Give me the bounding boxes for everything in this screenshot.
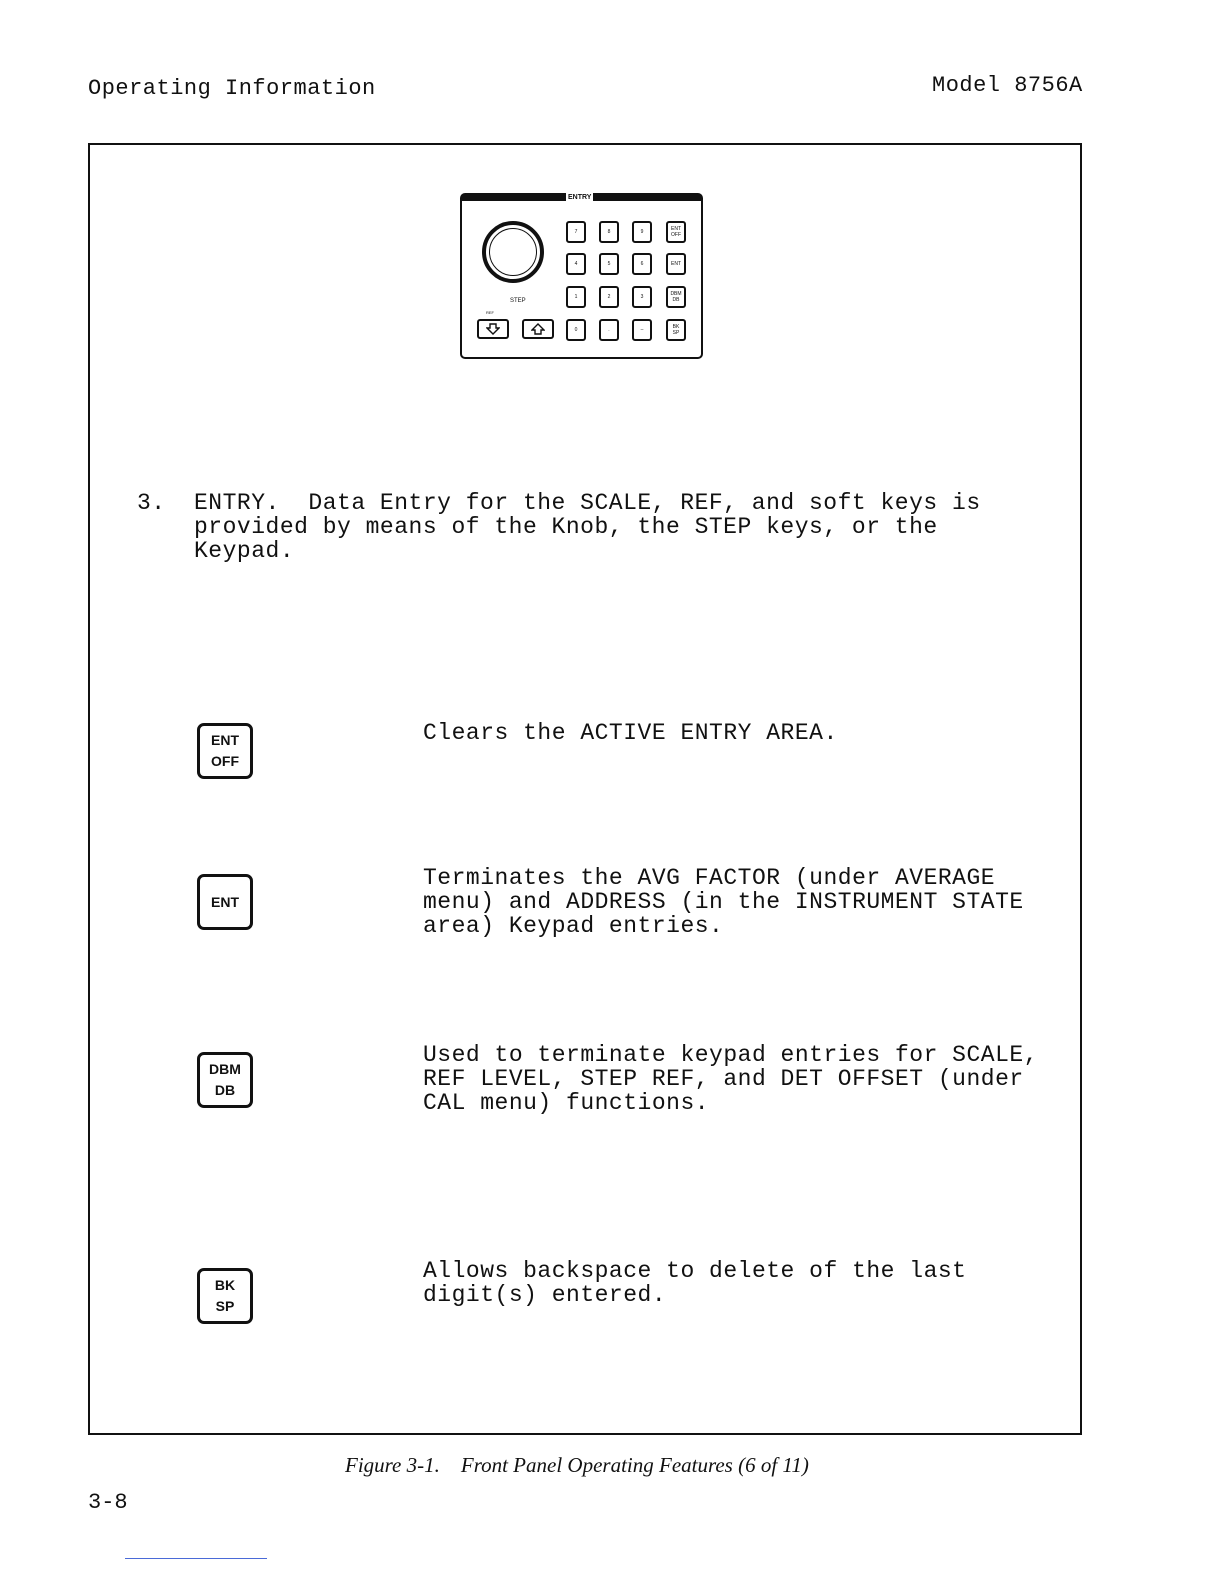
keypad-key [666,319,686,341]
keypad-key [666,253,686,275]
intro-line-2: provided by means of the Knob, the STEP keys, or the [194,514,938,540]
entry-panel-illustration [460,193,703,359]
key-label-line-2: DB [214,1082,236,1098]
keypad-key-label: 3 [640,294,644,300]
scan-artifact-line [125,1558,267,1559]
model-number: Model 8756A [932,73,1083,98]
step-down-key [477,319,509,339]
key-label-line-1: DBM [209,1061,241,1077]
keypad-key [566,286,586,308]
ent-description-line-2: menu) and ADDRESS (in the INSTRUMENT STATE [423,889,1024,915]
keypad-key-label-2: SP [672,330,680,336]
ent-off-key-icon [197,723,253,779]
dbm-db-description-line-1: Used to terminate keypad entries for SCALE, [423,1042,1038,1068]
keypad-key [566,221,586,243]
keypad-key-label-2: DB [672,297,680,303]
dbm-db-description-line-3: CAL menu) functions. [423,1090,710,1116]
up-arrow-icon [531,323,545,335]
keypad-key [566,253,586,275]
keypad-key [632,221,652,243]
keypad-key-label: 5 [607,261,611,267]
step-up-key [522,319,554,339]
keypad-key-label: 2 [607,294,611,300]
dbm-db-description-line-2: REF LEVEL, STEP REF, and DET OFFSET (under [423,1066,1024,1092]
keypad-key [632,286,652,308]
keypad-key [599,253,619,275]
keypad-key-label: 0 [574,327,578,333]
keypad-key-label: . [608,327,610,333]
keypad-key-label: DBM [670,291,682,297]
down-arrow-icon [486,323,500,335]
keypad-key-label: 4 [574,261,578,267]
ent-key-icon [197,874,253,930]
ent-description-line-3: area) Keypad entries. [423,913,724,939]
keypad-key-label: 6 [640,261,644,267]
keypad-key [566,319,586,341]
step-label: STEP [510,298,526,304]
ref-label: REF [486,310,494,315]
key-label-line-2: OFF [211,753,239,769]
intro-line-1: ENTRY. Data Entry for the SCALE, REF, and soft keys is [194,490,981,516]
keypad-key-label-2: OFF [671,232,681,238]
keypad-key-label: 8 [607,229,611,235]
keypad-key-label: ENT [671,226,681,232]
key-label-line-2: SP [215,1298,235,1314]
keypad-key [632,319,652,341]
ent-off-description: Clears the ACTIVE ENTRY AREA. [423,720,838,746]
ent-description-line-1: Terminates the AVG FACTOR (under AVERAGE [423,865,996,891]
key-label-line-1: BK [214,1277,236,1293]
intro-line-3: Keypad. [194,538,295,564]
keypad-key-label: 9 [640,229,644,235]
dbm-db-key-icon [197,1052,253,1108]
bk-sp-description-line-1: Allows backspace to delete of the last [423,1258,967,1284]
page-number: 3-8 [88,1490,128,1515]
knob-icon [482,221,544,283]
keypad-key [599,319,619,341]
key-label-line-1: ENT [211,732,239,748]
figure-caption: Figure 3-1. Front Panel Operating Features (6 of 11) [345,1453,809,1477]
keypad-key-label: BK [672,324,680,330]
bk-sp-key-icon [197,1268,253,1324]
keypad-key-label: ENT [671,261,681,267]
section-title: Operating Information [88,76,376,101]
keypad-key-label: 7 [574,229,578,235]
bk-sp-description-line-2: digit(s) entered. [423,1282,667,1308]
item-number: 3. [137,490,166,516]
keypad-key [632,253,652,275]
keypad-key [666,221,686,243]
keypad-key [666,286,686,308]
keypad-key [599,286,619,308]
keypad-key-label: – [640,327,644,333]
panel-title: ENTRY [568,194,592,201]
key-label-line-1: ENT [211,893,239,910]
keypad-key [599,221,619,243]
keypad-key-label: 1 [574,294,578,300]
knob-inner-ring [489,228,537,276]
